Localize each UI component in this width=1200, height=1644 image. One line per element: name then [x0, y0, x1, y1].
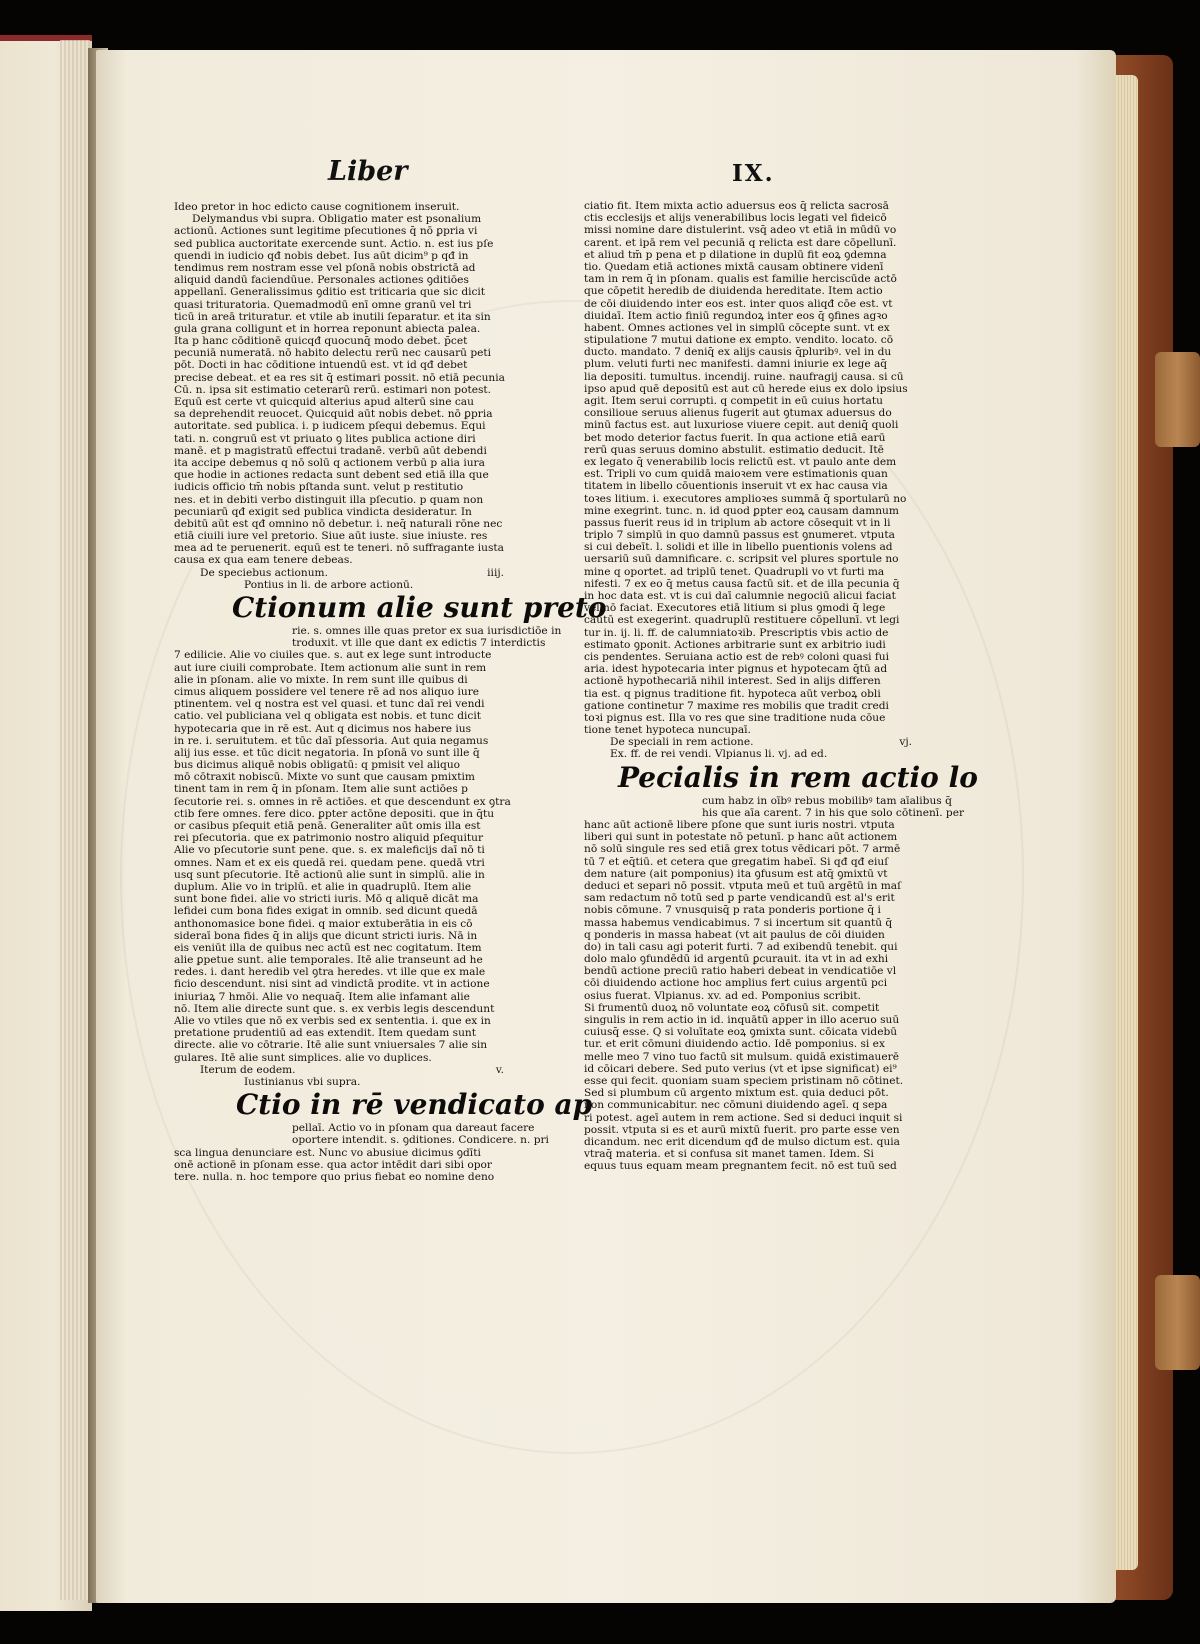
text-line: pōt. Docti in hac cōditione intuendū est. vt id qđ debet — [174, 359, 468, 372]
text-line: Alie vo vtiles que nō ex verbis sed ex sententia. i. que ex in — [174, 1015, 491, 1027]
bookmark-tab-upper — [1155, 352, 1200, 447]
text-line: uersariū suū damnificare. c. scripsit vel plures sportule no — [584, 553, 899, 566]
text-line: mine q oportet. ad triplū tenet. Quadrupli vo vt furti ma — [584, 565, 885, 578]
text-line: nifesti. 7 ex eo q̄ metus causa factū sit. et de illa pecunia q̄ — [584, 577, 900, 590]
text-line: cōi diuidendo actione hoc amplius fert cuius argentū pci — [584, 977, 888, 990]
text-line: mine exegrint. tunc. n. id quod ꝑpter eoꝝ causam damnum — [584, 504, 899, 517]
rubric-heading — [174, 1064, 512, 1076]
text-line: estimato ꝯponit. Actiones arbitrarie sunt ex arbitrio iudi — [584, 638, 886, 651]
text-line: missi nomine dare distulerint. vsq̄ adeo vt etiā in mūdū vo — [584, 224, 897, 237]
text-line: plum. veluti furti nec manifesti. damni iniurie ex lege aq̄ — [584, 358, 888, 371]
rubric-title: Iterum de eodem. — [200, 1063, 296, 1076]
text-line: quasi trituratoria. Quemadmodū enī omne granū vel tri — [174, 298, 472, 311]
text-line: his que aīa carent. 7 in his que solo cōtinenī. per — [702, 806, 965, 819]
text-line: passus fuerit reus id in triplum ab actore cōsequit vt in li — [584, 516, 891, 529]
text-line: esse qui fecit. quoniam suam speciem pristinam nō cōtinet. — [584, 1074, 904, 1087]
text-line: dolo malo ꝯfundēdū id argentū ꝑcurauit. ita vt in ad exhi — [584, 953, 889, 966]
text-line: Ita p hanc cōditionē quicqđ quocunq̄ modo debet. p̄cet — [174, 335, 468, 348]
text-line: dem nature (ait pomponius) ita ꝯfusum est atq̄ ꝯmixtū vt — [584, 867, 888, 880]
text-line: redes. i. dant heredib vel ꝯtra heredes. vt ille que ex male — [174, 966, 486, 979]
text-line: si cui debeīt. l. solidi et ille in libello puentionis volens ad — [584, 541, 893, 554]
left-page-stack — [60, 40, 90, 1600]
text-line: sca lingua denunciare est. Nunc vo abusiue dicimus ꝯdīti — [174, 1146, 481, 1159]
text-line: quendi in iudicio qđ nobis debet. Ius aūt dicim⁹ p qđ in — [174, 249, 469, 262]
text-line: carent. et ipā rem vel pecuniā q relicta est dare cōpellunī. — [584, 236, 897, 249]
text-line: sa deprehendit reuocet. Quicquid aūt nobis debet. nō ꝑpria — [174, 408, 493, 421]
text-line: cautū est exegerint. quadruplū restituere cōpellunī. vt legi — [584, 614, 900, 627]
left-text-column — [174, 201, 607, 1183]
rubric-title: De speciebus actionum. — [200, 566, 328, 579]
text-line: or casibus pſequit etiā penā. Generaliter aūt omis illa est — [174, 820, 481, 832]
text-line: toꝛes litium. i. executores amplioꝛes summā q̄ sportularū no — [584, 492, 907, 505]
text-line: Alie vo pſecutorie sunt pene. que. s. ex maleficijs daī nō ti — [174, 844, 485, 857]
text-line: que cōpetit heredib de diuidenda hereditate. Item actio — [584, 285, 883, 298]
text-line: ex legato q̄ venerabilib locis relictū est. vt paulo ante dem — [584, 455, 897, 468]
text-line: aria. idest hypotecaria inter pignus et hypotecam q̄tū ad — [584, 663, 888, 676]
text-line: equus tuus equam meam pregnantem fecit. nō est tuū sed — [584, 1160, 897, 1173]
rubric-source: Pontius in li. de arbore actionū. — [244, 578, 414, 591]
text-line: cuiusq̄ esse. Q si voluītate eoꝝ ꝯmixta sunt. cōicata videbū — [584, 1026, 898, 1039]
left-paragraph-3 — [174, 1122, 549, 1183]
text-line: tendimus rem nostram esse vel pſonā nobis obstrictā ad — [174, 261, 476, 274]
text-line: oportere intendit. s. ꝯditiones. Condicere. n. pri — [292, 1134, 549, 1147]
text-line: Cū. n. ipsa sit estimatio ceterarū rerū. estimari non potest. — [174, 383, 492, 396]
text-line: tū 7 et eq̄tiū. et cetera que gregatim habeī. Si qđ qđ eiuſ — [584, 855, 889, 868]
text-line: nō solū singule res sed etiā grex totus vēdicari pōt. 7 armē — [584, 843, 901, 856]
text-line: agit. Item serui corrupti. q competit in eū cuius hortatu — [584, 395, 883, 407]
text-line: sideraī bona fides q̄ in alijs que dicunt stricti iuris. Nā in — [174, 929, 478, 942]
text-line: ctib fere omnes. fere dico. ꝑpter actōne depositi. que in q̄tu — [174, 807, 495, 820]
text-line: 7 edilicie. Alie vo ciuiles que. s. aut ex lege sunt introducte — [174, 649, 492, 662]
text-line: lefidei cum bona fides exigat in omnib. sed dicunt quedā — [174, 905, 478, 918]
left-paragraph-2 — [174, 625, 562, 1064]
text-line: habent. Omnes actiones vel in simplū cōcepte sunt. vt ex — [584, 321, 890, 334]
text-line: hanc aūt actionē libere pſone que sunt iuris nostri. vtputa — [584, 819, 895, 831]
text-line: tinent tam in rem q̄ in pſonam. Item alie sunt actiōes p — [174, 783, 468, 796]
text-line: cum habz in oībꝰ rebus mobilibꝰ tam aīalibus q̄ — [702, 794, 952, 807]
rubric-heading — [174, 567, 512, 579]
text-line: anthonomasice bone fidei. q maior extuberātia in eis cō — [174, 917, 473, 930]
text-line: massa habemus vendicabimus. 7 si incertum sit quantū q̄ — [584, 916, 893, 929]
text-line: tio. Quedam etiā actiones mixtā causam obtinere videnī — [584, 260, 884, 273]
text-line: debitū aūt est qđ omnino nō debetur. i. neq̄ naturali rōne nec — [174, 517, 503, 530]
text-line: toꝛi pignus est. Illa vo res que sine traditione nuda cōue — [584, 711, 886, 724]
text-line: onē actionē in pſonam esse. qua actor intēdit dari sibi opor — [174, 1158, 492, 1171]
text-line: eis veniūt illa de quibus nec actū est nec cogitatum. Item — [174, 941, 482, 954]
text-line: Ideo pretor in hoc edicto cause cognitionem inseruit. — [174, 201, 460, 213]
text-line: causa ex qua eam tenere debeas. — [174, 554, 353, 567]
text-line: mō cōtraxit nobiscū. Mixte vo sunt que causam pmixtim — [174, 771, 475, 784]
right-paragraph-1 — [584, 200, 920, 736]
text-line: tati. n. congruū est vt priuato ꝯ lites publica actione diri — [174, 432, 476, 445]
text-line: sam redactum nō totū sed p parte vendicandū est al's erit — [584, 892, 895, 905]
chapter-title: Ctio in rē vendicato ap — [236, 1088, 593, 1122]
text-line: diuidaī. Item actio finiū regundoꝝ inter eos q̄ ꝯfines agꝛo — [584, 309, 888, 322]
rubric-title: De speciali in rem actione. — [610, 736, 754, 749]
text-line: ficio descendunt. nisi sint ad vindictā prodite. vt in actione — [174, 978, 490, 991]
text-line: in hoc data est. vt is cui daī calumnie negociū alicui faciat — [584, 590, 896, 602]
running-head-right: IX. — [732, 160, 775, 187]
text-line: ctis ecclesijs et alijs venerabilibus locis legati vel fideicō — [584, 212, 887, 225]
text-line: tere. nulla. n. hoc tempore quo prius fiebat eo nomine deno — [174, 1170, 495, 1183]
text-line: Delymandus vbi supra. Obligatio mater est psonalium — [192, 213, 482, 226]
text-line: manē. et p magistratū effectui tradanē. verbū aūt debendi — [174, 444, 487, 457]
running-head-left: Liber — [328, 156, 408, 187]
text-line: omnes. Nam et ex eis quedā rei. quedam pene. quedā vtri — [174, 856, 485, 869]
text-line: catio. vel publiciana vel q obligata est nobis. et tunc dicit — [174, 710, 481, 723]
text-line: rerū quas seruus domino abstulit. estimatio deducit. Itē — [584, 443, 884, 456]
text-line: ri potest. ageī autem in rem actione. Sed si deduci inquit si — [584, 1111, 903, 1124]
text-line: de cōi diuidendo inter eos est. inter quos aliqđ cōe est. vt — [584, 297, 893, 310]
text-line: ipso apud quē depositū est aut cū herede eius ex dolo ipsius — [584, 382, 908, 395]
rubric-source: Ex. ff. de rei vendi. Vlpianus li. vj. ad ed. — [610, 748, 828, 761]
right-paragraph-2 — [584, 794, 965, 1173]
chapter-title: Pecialis in rem actio lo — [618, 760, 978, 794]
text-line: aliquid dandū faciendūue. Personales actiones ꝯditiōes — [174, 274, 469, 287]
text-line: gula grana colligunt et in horrea reponunt abiecta palea. — [174, 322, 481, 335]
text-line: titatem in libello cōuentionis inseruit vt ex hac causa via — [584, 480, 888, 493]
rubric-number: iiij. — [487, 566, 504, 579]
text-line: liberi qui sunt in potestate nō petunī. p hanc aūt actionem — [584, 831, 898, 844]
text-line: id cōicari debere. Sed puto verius (vt et ipse significat) ei⁹ — [584, 1062, 897, 1075]
text-line: Equū est certe vt quicquid alterius apud alterū sine cau — [174, 396, 474, 408]
text-line: bet modo deterior factus fuerit. In qua actione etiā earū — [584, 431, 886, 444]
text-line: precise debeat. et ea res sit q̄ estimari possit. nō etiā pecunia — [174, 371, 505, 384]
text-line: ticū in areā trituratur. et vtile ab inutili ſeparatur. et ita sin — [174, 310, 491, 323]
text-line: alie ꝑpetue sunt. alie temporales. Itē alie transeunt ad he — [174, 954, 483, 967]
text-line: directe. alie vo cōtrarie. Itē alie sunt vniuersales 7 alie sin — [174, 1039, 488, 1052]
text-line: pretatione prudentiū ad eas extendit. Item quedam sunt — [174, 1027, 477, 1040]
text-line: actionē hypothecariā nihil interest. Sed in alijs differen — [584, 675, 881, 688]
text-line: deduci et separi nō possit. vtputa meū et tuū argētū in maſ — [584, 879, 902, 892]
text-line: tur in. ij. li. ff. de calumniatoꝛib. Prescriptis vbis actio de — [584, 626, 889, 639]
text-line: triplo 7 simplū in quo damnū passus est ꝯnumeret. vtputa — [584, 529, 895, 542]
text-line: dicandum. nec erit dicendum qđ de mulso dictum est. quia — [584, 1135, 900, 1148]
text-line: bus dicimus aliquē nobis obligatū: q pmisit vel aliquo — [174, 759, 461, 772]
text-line: gulares. Itē alie sunt simplices. alie vo duplices. — [174, 1051, 432, 1064]
text-line: q ponderis in massa habeat (vt ait paulus de cōi diuiden — [584, 928, 885, 941]
text-line: appellanī. Generalissimus ꝯditio est triticaria que sic dicit — [174, 286, 486, 299]
text-line: minū factus est. aut luxuriose viuere cepit. aut deniq̄ quoli — [584, 419, 899, 432]
text-line: pecuniarū qđ exigit sed publica vindicta desideratur. In — [174, 505, 472, 518]
text-line: lia depositi. tumultus. incendij. ruine. naufragij causa. si cū — [584, 370, 904, 383]
text-line: ita accipe debemus q nō solū q actionem verbū p alia iura — [174, 456, 485, 469]
text-line: usq sunt pſecutorie. Itē actionū alie sunt in simplū. alie in — [174, 868, 485, 881]
text-line: rei pſecutoria. que ex patrimonio nostro aliquid pſequitur — [174, 832, 484, 845]
left-paragraph-1 — [174, 201, 512, 567]
text-line: sed publica auctoritate exercende sunt. Actio. n. est ius pſe — [174, 237, 494, 250]
text-line: tur. et erit cōmuni diuidendo actio. Idē pomponius. si ex — [584, 1038, 885, 1051]
text-line: ciatio fit. Item mixta actio aduersus eos q̄ relicta sacrosā — [584, 200, 889, 212]
text-line: nes. et in debiti verbo distinguit illa pſecutio. p quam non — [174, 493, 484, 506]
bookmark-tab-lower — [1155, 1275, 1200, 1370]
text-line: alie in pſonam. alie vo mixte. In rem sunt ille quibus di — [174, 673, 468, 686]
text-line: rie. s. omnes ille quas pretor ex sua iurisdictiōe in — [292, 625, 562, 637]
text-line: cis pendentes. Seruiana actio est de rebꝰ coloni quasi fui — [584, 650, 890, 663]
text-line: melle meo 7 vino tuo factū sit mulsum. quidā existimauerē — [584, 1050, 899, 1063]
text-line: pecuniā numeratā. nō habito delectu rerū nec causarū peti — [174, 347, 492, 360]
rubric-number: vj. — [899, 736, 912, 749]
text-line: stipulatione 7 mutui datione ex empto. vendito. locato. cō — [584, 334, 894, 347]
text-line: ſecutorie rei. s. omnes in rē actiōes. et que descendunt ex ꝯtra — [174, 795, 511, 808]
text-line: in re. i. seruitutem. et tūc daī pſessoria. Aut quia negamus — [174, 734, 489, 747]
text-line: autoritate. sed publica. i. p iudicem pſequi debemus. Equi — [174, 420, 486, 433]
text-line: aut iure ciuili comprobate. Item actionum alie sunt in rem — [174, 661, 487, 674]
text-line: cimus aliquem possidere vel tenere rē ad nos aliquo iure — [174, 685, 480, 698]
rubric-number: v. — [495, 1063, 504, 1076]
text-line: et aliud tm̄ p pena et p dilatione in duplū fit eoꝝ ꝯdemna — [584, 248, 887, 261]
text-line: tam in rem q̄ in pſonam. qualis est familie herciscūde actō — [584, 273, 897, 286]
text-line: mea ad te peruenerit. equū est te teneri. nō suffragante iusta — [174, 542, 504, 555]
text-line: ptinentem. vel q nostra est vel quasi. et tunc daī rei vendi — [174, 698, 485, 711]
text-line: actionū. Actiones sunt legitime pſecutiones q̄ nō ꝑpria vi — [174, 225, 478, 238]
text-line: possit. vtputa si es et aurū mixtū fuerit. pro parte esse ven — [584, 1123, 900, 1136]
text-line: que hodie in actiones redacta sunt debent sed etiā illa que — [174, 469, 489, 482]
text-line: pellaī. Actio vo in pſonam qua dareaut facere — [292, 1122, 535, 1135]
text-line: Sed si plumbum cū argento mixtum est. quia deduci pōt. — [584, 1087, 889, 1100]
text-line: vel nō faciat. Executores etiā litium si plus ꝯmodi q̄ lege — [584, 602, 886, 615]
text-line: troduxit. vt ille que dant ex edictis 7 interdictis — [292, 637, 546, 650]
text-line: ducto. mandato. 7 deniq̄ ex alijs causis q̄pluribꝰ. vel in du — [584, 346, 892, 359]
text-line: osius fuerat. Vlpianus. xv. ad ed. Pomponius scribit. — [584, 989, 861, 1002]
right-text-column — [584, 200, 978, 1173]
rubric-source: Iustinianus vbi supra. — [244, 1075, 361, 1088]
text-line: iudicis officio tm̄ nobis pſtanda sunt. velut p restitutio — [174, 481, 464, 494]
text-line: nō. Item alie directe sunt que. s. ex verbis legis descendunt — [174, 1002, 495, 1015]
text-line: etiā ciuili iure vel pretorio. Siue aūt iuste. siue iniuste. res — [174, 530, 488, 543]
text-line: iniuriaꝝ 7 hmōi. Alie vo nequaq̄. Item alie infamant alie — [174, 990, 470, 1003]
text-line: sunt bone fidei. alie vo stricti iuris. Mō q aliquē dicāt ma — [174, 893, 479, 906]
text-line: tione tenet hypoteca nuncupaī. — [584, 724, 751, 737]
text-line: alij ius esse. et tūc dicit negatoria. In pſonā vo sunt ille q̄ — [174, 746, 480, 759]
text-line: nobis cōmune. 7 vnusquisq̄ p rata ponderis portione q̄ i — [584, 904, 881, 917]
text-line: non communicabitur. nec cōmuni diuidendo ageī. q sepa — [584, 1099, 888, 1112]
rubric-heading — [584, 736, 920, 748]
text-line: hypotecaria que in rē est. Aut q dicimus nos habere ius — [174, 722, 472, 735]
text-line: singulis in rem actio in id. inquātū apper in illo aceruo suū — [584, 1014, 900, 1026]
text-line: gatione continetur 7 maxime res mobilis que tradit credi — [584, 699, 889, 712]
text-line: consilioue seruus alienus fugerit aut ꝯtumax aduersus do — [584, 407, 892, 420]
text-line: tia est. q pignus traditione fit. hypoteca aūt verboꝝ obli — [584, 687, 881, 700]
text-line: bendū actione preciū ratio haberi debeat in vendicatiōe vl — [584, 965, 897, 978]
text-line: do) in tali casu agi poterit furti. 7 ad exibendū tenebit. qui — [584, 940, 898, 953]
text-line: vtraq̄ materia. et si confusa sit manet tamen. Idem. Si — [584, 1148, 874, 1161]
text-line: Si frumentū duoꝝ nō voluntate eoꝝ cōfusū sit. competit — [584, 1001, 880, 1014]
text-line: est. Tripli vo cum quidā maioꝛem vere estimationis quan — [584, 468, 888, 481]
text-line: duplum. Alie vo in triplū. et alie in quadruplū. Item alie — [174, 880, 472, 893]
chapter-title: Ctionum alie sunt preto — [232, 591, 607, 624]
